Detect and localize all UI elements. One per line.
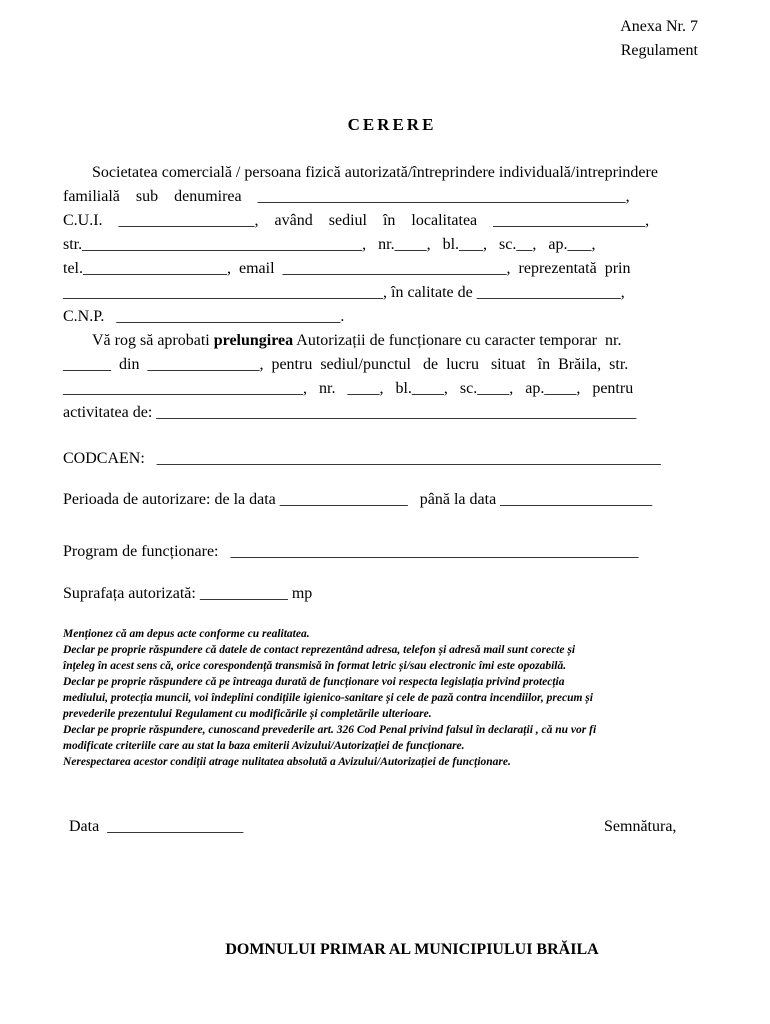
body-line-1: Societatea comercială / persoana fizică autorizată/întreprindere individuală/intreprindere <box>92 164 658 181</box>
body-line-7: C.N.P. ____________________________. <box>63 308 345 325</box>
request-keyword: prelungirea <box>213 332 294 349</box>
declaration-penal-1: Declar pe proprie răspundere, cunoscand prevederile art. 326 Cod Penal privind falsul în declarații , că nu vor fi <box>63 724 597 736</box>
program-field: Program de funcționare: ___________________________________________________ <box>63 543 639 560</box>
signature-label: Semnătura, <box>604 818 677 835</box>
date-field: Data _________________ <box>69 818 244 835</box>
declaration-contact-2: înțeleg în acest sens că, orice corespondență transmisă în format letric și/sau electronic îmi este opozabilă. <box>63 660 567 672</box>
declaration-contact-1: Declar pe proprie răspundere că datele de contact reprezentând adresa, telefon și adresă mail sunt corecte și <box>63 644 576 656</box>
body-line-4: str.___________________________________, nr.____, bl.___, sc.__, ap.___, <box>63 236 596 253</box>
body-line-11: activitatea de: ____________________________________________________________ <box>63 404 637 421</box>
request-text-a: Vă rog să aprobati <box>92 332 214 349</box>
body-line-6: ________________________________________, în calitate de __________________, <box>63 284 625 301</box>
period-field: Perioada de autorizare: de la data ________________ până la data ___________________ <box>63 491 653 508</box>
body-line-5: tel.__________________, email ____________________________, reprezentată prin <box>63 260 631 277</box>
declaration-nullity: Nerespectarea acestor condiții atrage nulitatea absolută a Avizului/Autorizației de funcționare. <box>63 756 511 768</box>
request-text-c: Autorizații de funcționare cu caracter temporar nr. <box>293 332 622 349</box>
addressee-line: DOMNULUI PRIMAR AL MUNICIPIULUI BRĂILA <box>225 941 599 958</box>
body-line-8 <box>92 329 725 353</box>
area-field: Suprafața autorizată: ___________ mp <box>63 585 313 602</box>
body-line-3: C.U.I. _________________, având sediul în localitatea ___________________, <box>63 212 650 229</box>
annex-number: Anexa Nr. 7 <box>620 18 698 35</box>
declaration-legislation-3: prevederile prezentului Regulament cu modificările și completările ulterioare. <box>63 708 432 720</box>
body-line-2: familială sub denumirea ______________________________________________, <box>63 188 630 205</box>
declaration-conformity: Menționez că am depus acte conforme cu realitatea. <box>63 628 310 640</box>
body-line-10: ______________________________, nr. ____, bl.____, sc.____, ap.____, pentru <box>63 380 634 397</box>
codcaen-field: CODCAEN: _______________________________________________________________ <box>63 450 661 467</box>
body-line-9: ______ din ______________, pentru sediul/punctul de lucru situat în Brăila, str. <box>63 356 629 373</box>
declaration-legislation-2: mediului, protecția muncii, voi îndeplini condițiile igienico-sanitare și cele de pază contra incendiilor, precum și <box>63 692 593 704</box>
declaration-legislation-1: Declar pe proprie răspundere că pe întreaga durată de funcționare voi respecta legislația privind protecția <box>63 676 565 688</box>
declarations-block <box>63 626 725 770</box>
declaration-penal-2: modificate criteriile care au stat la baza emiterii Avizului/Autorizației de funcționare. <box>63 740 465 752</box>
regulation-label: Regulament <box>620 42 698 59</box>
document-title: CERERE <box>347 115 437 134</box>
